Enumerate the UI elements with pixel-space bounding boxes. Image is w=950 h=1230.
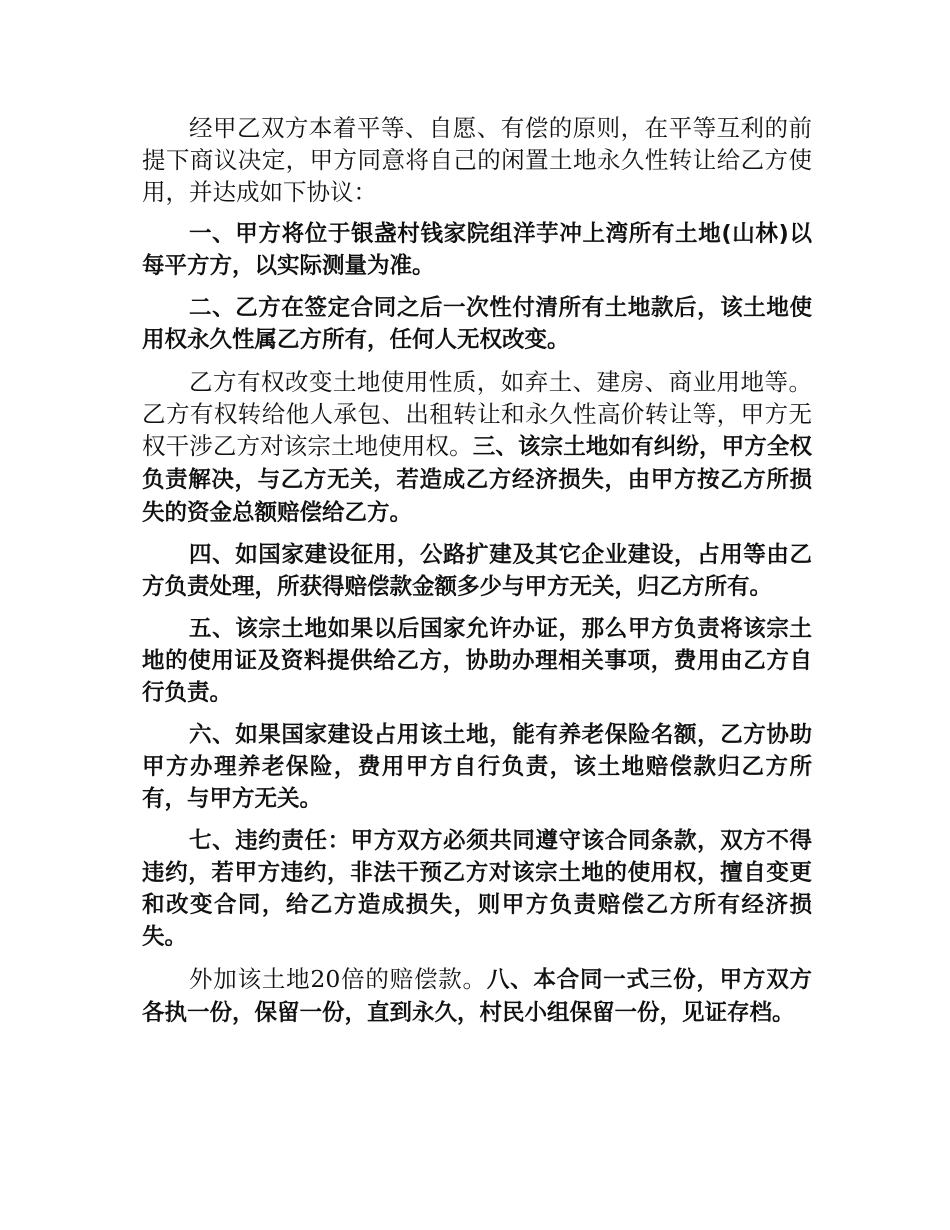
paragraph-clause-3 xyxy=(142,366,812,529)
clause-4: 四、如国家建设征用，公路扩建及其它企业建设，占用等由乙方负责处理，所获得赔偿款金额多少与甲方无关，归乙方所有。 xyxy=(142,542,812,600)
clause-8: 八、本合同一式三份，甲方双方各执一份，保留一份，直到永久，村民小组保留一份，见证存档。 xyxy=(142,967,812,1026)
clause-3: 三、该宗土地如有纠纷，甲方全权负责解决，与乙方无关，若造成乙方经济损失，由甲方按乙方所损失的资金总额赔偿给乙方。 xyxy=(142,434,812,526)
paragraph-clause-8 xyxy=(142,963,812,1029)
clause-1: 一、甲方将位于银盏村钱家院组洋芋冲上湾所有土地(山林)以每平方方，以实际测量为准。 xyxy=(142,221,812,279)
clause-5: 五、该宗土地如果以后国家允许办证，那么甲方负责将该宗土地的使用证及资料提供给乙方，协助办理相关事项，费用由乙方自行负责。 xyxy=(142,616,812,706)
clause-7-continued: 外加该土地20倍的赔偿款。 xyxy=(189,965,487,993)
clause-2: 二、乙方在签定合同之后一次性付清所有土地款后，该土地使用权永久性属乙方所有，任何人无权改变。 xyxy=(142,295,812,353)
paragraph-intro: 经甲乙双方本着平等、自愿、有偿的原则，在平等互利的前提下商议决定，甲方同意将自己的闲置土地永久性转让给乙方使用，并达成如下协议： xyxy=(142,114,812,206)
clause-2-continued: 乙方有权改变土地使用性质，如弃土、建房、商业用地等。乙方有权转给他人承包、出租转让和永久性高价转让等，甲方无权干涉乙方对该宗土地使用权。 xyxy=(142,368,812,460)
clause-6: 六、如果国家建设占用该土地，能有养老保险名额，乙方协助甲方办理养老保险，费用甲方自行负责，该土地赔偿款归乙方所有，与甲方无关。 xyxy=(142,722,812,812)
document-body xyxy=(142,112,812,1039)
clause-7: 七、违约责任：甲方双方必须共同遵守该合同条款，双方不得违约，若甲方违约，非法干预乙方对该宗土地的使用权，擅自变更和改变合同，给乙方造成损失，则甲方负责赔偿乙方所有经济损失。 xyxy=(142,828,812,950)
